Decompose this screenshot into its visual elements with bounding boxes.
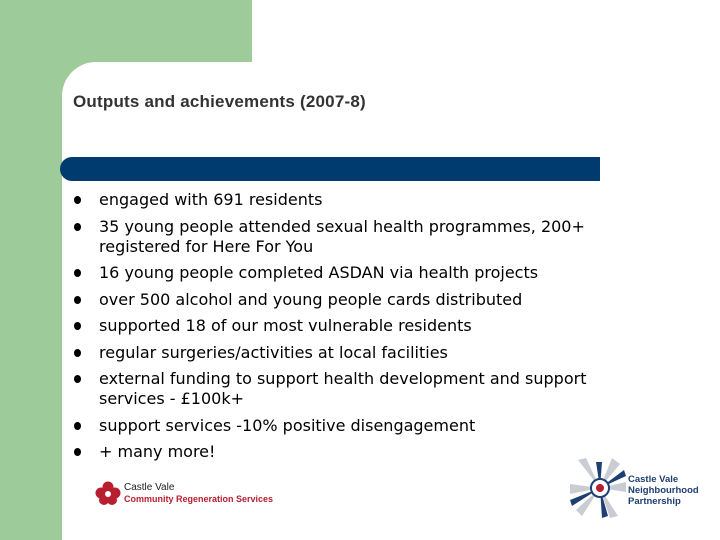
bullet-item: 35 young people attended sexual health programmes, 200+ registered for Here For You	[74, 217, 654, 257]
community-regeneration-logo	[94, 480, 294, 510]
bullet-item: engaged with 691 residents	[74, 190, 654, 210]
bullet-dot-icon	[74, 349, 81, 357]
bullet-dot-icon	[74, 269, 81, 277]
bullet-dot-icon	[74, 322, 81, 330]
bullet-dot-icon	[74, 223, 81, 231]
title-divider-bar	[60, 157, 600, 181]
bullet-dot-icon	[74, 448, 81, 456]
slide-title: Outputs and achievements (2007-8)	[73, 92, 366, 111]
logo-left-line2: Community Regeneration Services	[124, 494, 274, 504]
bullet-dot-icon	[74, 375, 81, 383]
bullet-item: over 500 alcohol and young people cards distributed	[74, 290, 654, 310]
bullet-dot-icon	[74, 296, 81, 304]
bullet-item: + many more!	[74, 442, 654, 462]
bullet-item: 16 young people completed ASDAN via health projects	[74, 263, 654, 283]
flower-logo-icon	[94, 480, 122, 508]
logo-left-line1: Castle Vale	[124, 482, 175, 493]
logo-right-line1: Castle Vale	[628, 474, 679, 485]
bullet-dot-icon	[74, 422, 81, 430]
bullet-list	[74, 190, 654, 469]
logo-right-line2: Neighbourhood	[628, 485, 699, 496]
neighbourhood-partnership-logo	[568, 456, 720, 528]
bullet-item: regular surgeries/activities at local facilities	[74, 343, 654, 363]
logo-right-text	[628, 474, 699, 507]
bullet-item: supported 18 of our most vulnerable residents	[74, 316, 654, 336]
bullet-dot-icon	[74, 196, 81, 204]
logo-right-line3: Partnership	[628, 496, 681, 507]
partnership-emblem-icon	[568, 456, 628, 520]
bullet-item: support services -10% positive disengagement	[74, 416, 654, 436]
bullet-item: external funding to support health development and support services - £100k+	[74, 369, 654, 409]
